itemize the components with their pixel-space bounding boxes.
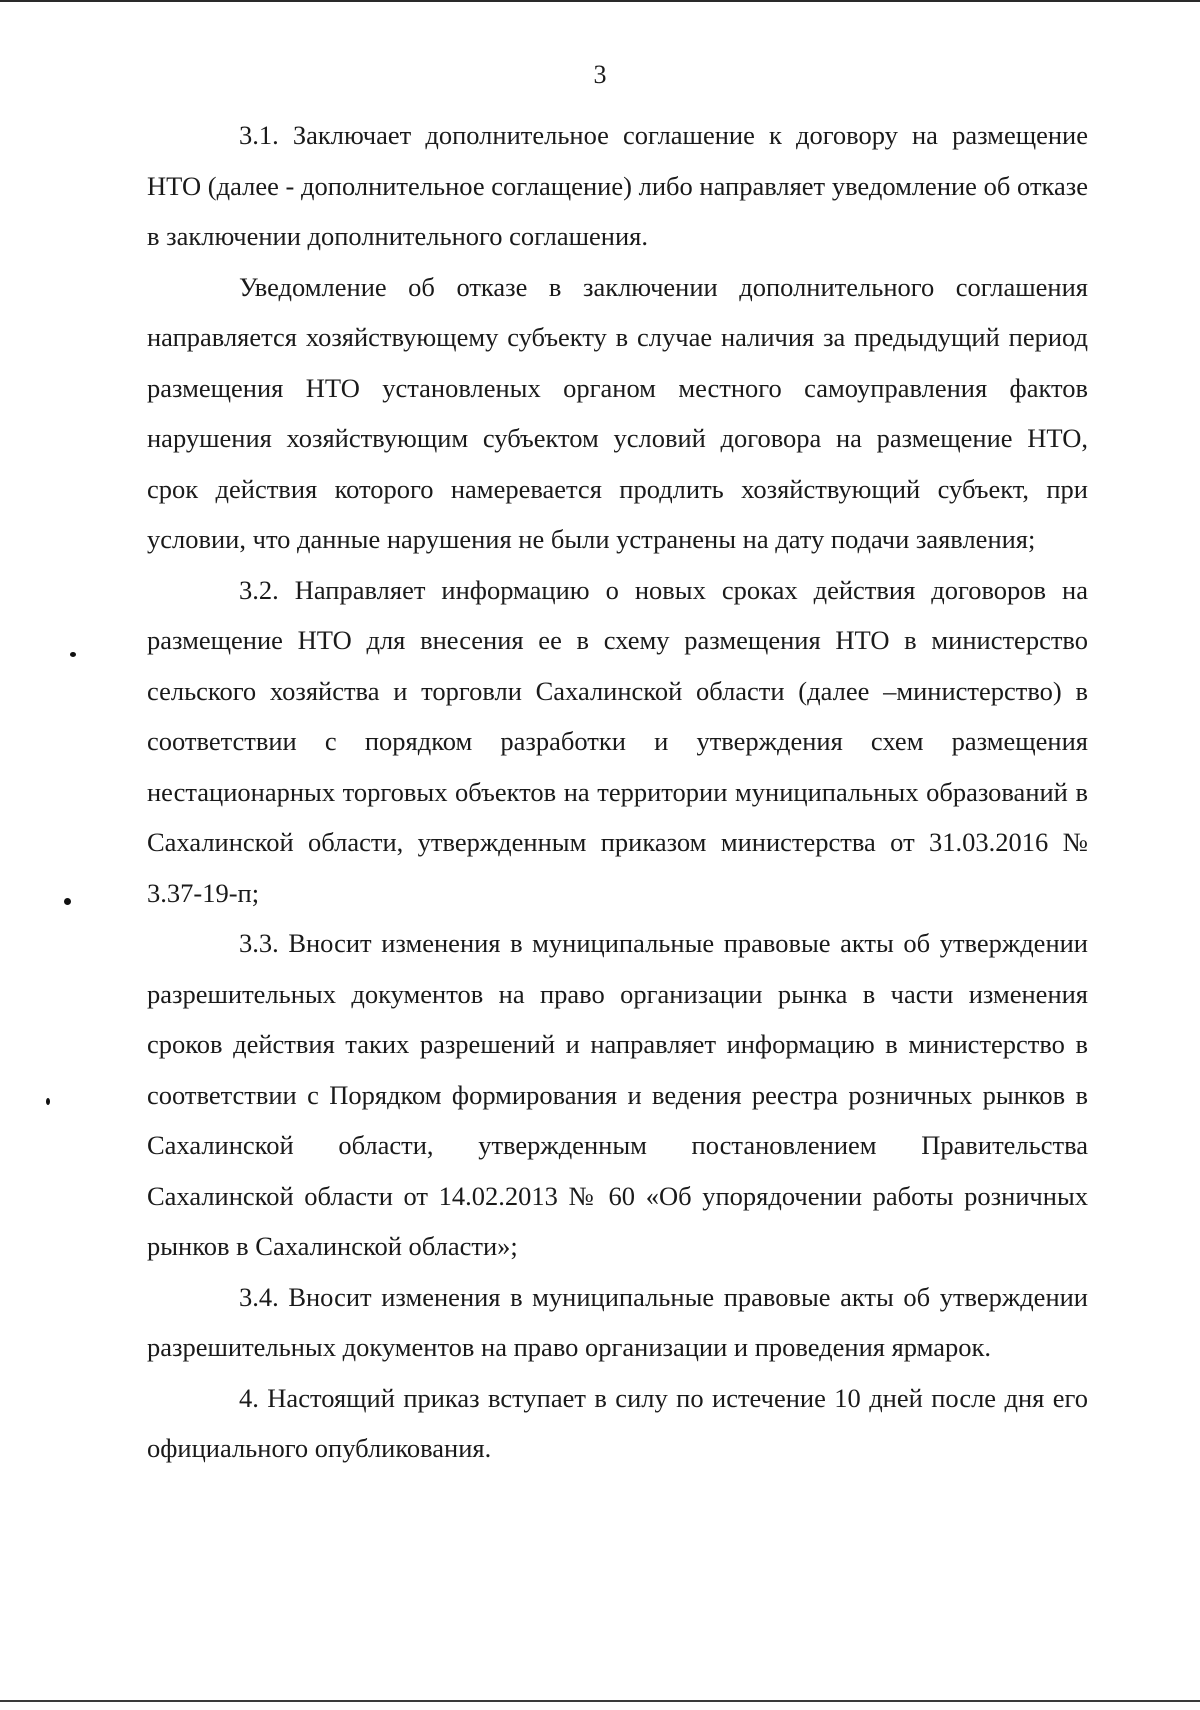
scan-speck <box>46 1098 50 1105</box>
paragraph-3-1: 3.1. Заключает дополнительное соглашение к договору на размещение НТО (далее - дополнительное соглащение) либо направляет уведомление об отказе в заключении дополнительного соглашения. <box>147 120 1088 251</box>
paragraph-3-4: 3.4. Вносит изменения в муниципальные правовые акты об утверждении разрешительных документов на право организации и проведения ярмарок. <box>147 1281 1088 1362</box>
scan-edge-bottom <box>0 1700 1200 1702</box>
document-body <box>147 110 1088 1474</box>
paragraph-3-2: 3.2. Направляет информацию о новых сроках действия договоров на размещение НТО для внесения ее в схему размещения НТО в министерство сельского хозяйства и торговли Сахалинской области (далее –министерство) в соответствии с порядком разработки и утверждения схем размещения нестационарных торговых объектов на территории муниципальных образований в Сахалинской области, утвержденным приказом министерства от 31.03.2016 № 3.37-19-п; <box>147 574 1088 908</box>
paragraph-3-3: 3.3. Вносит изменения в муниципальные правовые акты об утверждении разрешительных документов на право организации рынка в части изменения сроков действия таких разрешений и направляет информацию в министерство в соответствии с Порядком формирования и ведения реестра розничных рынков в Сахалинской области, утвержденным постановлением Правительства Сахалинской области от 14.02.2013 № 60 «Об упорядочении работы розничных рынков в Сахалинской области»; <box>147 928 1088 1261</box>
scan-speck <box>64 898 71 905</box>
scan-edge-top <box>0 0 1200 2</box>
paragraph-refusal-notice: Уведомление об отказе в заключении дополнительного соглашения направляется хозяйствующему субъекту в случае наличия за предыдущий период размещения НТО установленых органом местного самоуправления фактов нарушения хозяйствующим субъектом условий договора на размещение НТО, срок действия которого намеревается продлить хозяйствующий субъект, при условии, что данные нарушения не были устранены на дату подачи заявления; <box>147 271 1088 554</box>
page-number: 3 <box>593 60 607 89</box>
scan-speck <box>70 652 76 657</box>
paragraph-4: 4. Настоящий приказ вступает в силу по истечение 10 дней после дня его официального опубликования. <box>147 1382 1088 1463</box>
